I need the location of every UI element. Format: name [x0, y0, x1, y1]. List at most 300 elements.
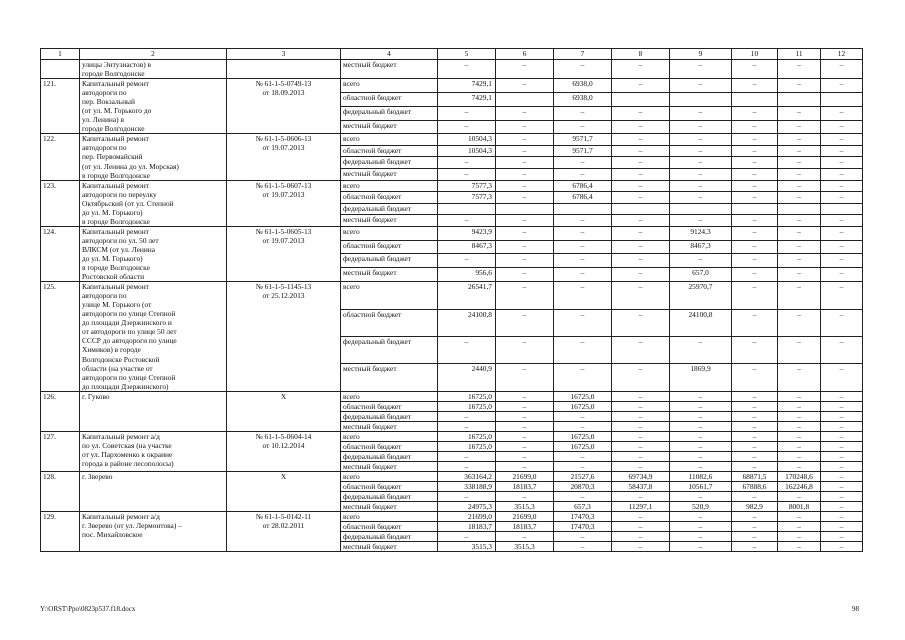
description-line: улице М. Горького (от [82, 300, 152, 310]
table-row [41, 472, 863, 482]
value-cell: – [732, 254, 778, 268]
value-cell: 21527,6 [554, 472, 612, 482]
table-row [41, 512, 863, 522]
value-cell: 9423,9 [438, 226, 496, 240]
value-cell: – [778, 441, 821, 451]
value-cell: – [438, 336, 496, 363]
budget-type: областной бюджет [341, 240, 438, 254]
value-cell [554, 203, 612, 215]
value-cell: – [778, 79, 821, 93]
col-header: 9 [670, 49, 732, 60]
description-line: Волгодонске Ростовской [82, 354, 160, 364]
value-cell: – [821, 226, 863, 240]
document-line: Х [280, 391, 287, 401]
value-cell [778, 203, 821, 215]
column-number-row [41, 49, 863, 60]
value-cell: 20870,3 [554, 482, 612, 492]
value-cell: 21699,0 [496, 512, 554, 522]
value-cell: – [554, 60, 612, 79]
value-cell: – [732, 60, 778, 79]
value-cell: – [554, 364, 612, 391]
budget-type: местный бюджет [341, 502, 438, 512]
row-number: 127. [41, 431, 80, 471]
value-cell: – [496, 431, 554, 441]
table-row [41, 79, 863, 93]
document-line: от 18.09.2013 [262, 88, 305, 98]
value-cell: – [554, 411, 612, 421]
value-cell: 2440,9 [438, 364, 496, 391]
value-cell: 58437,8 [612, 482, 670, 492]
value-cell: – [612, 240, 670, 254]
value-cell: 25970,7 [670, 282, 732, 309]
value-cell: – [778, 180, 821, 192]
value-cell: – [496, 215, 554, 227]
value-cell: – [778, 240, 821, 254]
value-cell: – [821, 431, 863, 441]
budget-type: всего [341, 512, 438, 522]
value-cell: 26541,7 [438, 282, 496, 309]
table-row [41, 134, 863, 146]
value-cell: – [732, 451, 778, 461]
document-reference [227, 134, 341, 180]
object-description [80, 512, 227, 552]
value-cell: – [778, 421, 821, 431]
value-cell: – [732, 421, 778, 431]
value-cell [821, 92, 863, 106]
value-cell: – [554, 282, 612, 309]
value-cell: – [554, 268, 612, 282]
value-cell: – [670, 106, 732, 120]
col-header: 1 [41, 49, 80, 60]
description-line: от ул. Пархоменко к окраине [82, 449, 173, 459]
value-cell: – [778, 157, 821, 169]
value-cell: – [670, 401, 732, 411]
value-cell: – [778, 532, 821, 542]
value-cell: – [732, 79, 778, 93]
value-cell: – [821, 268, 863, 282]
value-cell: – [821, 79, 863, 93]
value-cell: – [778, 309, 821, 336]
value-cell [670, 203, 732, 215]
col-header: 5 [438, 49, 496, 60]
value-cell: – [496, 451, 554, 461]
value-cell: – [496, 462, 554, 472]
budget-type: местный бюджет [341, 60, 438, 79]
value-cell: 67888,6 [732, 482, 778, 492]
value-cell: 3515,3 [496, 542, 554, 552]
value-cell: – [438, 451, 496, 461]
object-description [80, 282, 227, 392]
row-number: 125. [41, 282, 80, 392]
file-path-footer: Y:\ORST\Ppo\0823p537.f18.docx [40, 605, 136, 613]
document-line: Х [280, 472, 287, 482]
description-line: автодороги по [82, 88, 127, 98]
description-line: ул. Ленина) в [82, 115, 124, 125]
budget-type: областной бюджет [341, 441, 438, 451]
value-cell: – [821, 106, 863, 120]
budget-type: областной бюджет [341, 145, 438, 157]
value-cell [732, 92, 778, 106]
value-cell: – [496, 192, 554, 204]
value-cell: – [670, 522, 732, 532]
budget-type: местный бюджет [341, 542, 438, 552]
value-cell: 16725,0 [554, 431, 612, 441]
value-cell: 11082,6 [670, 472, 732, 482]
value-cell: – [732, 120, 778, 134]
value-cell: 16725,0 [554, 401, 612, 411]
value-cell: – [732, 401, 778, 411]
document-reference [227, 60, 341, 79]
value-cell: – [778, 542, 821, 552]
value-cell: – [554, 157, 612, 169]
document-reference [227, 180, 341, 226]
value-cell: – [496, 226, 554, 240]
value-cell: 657,3 [554, 502, 612, 512]
value-cell: – [670, 532, 732, 542]
budget-type: областной бюджет [341, 482, 438, 492]
row-number: 128. [41, 472, 80, 512]
value-cell: – [554, 532, 612, 542]
table-row [41, 282, 863, 309]
value-cell: – [496, 268, 554, 282]
value-cell: – [670, 421, 732, 431]
document-reference [227, 226, 341, 281]
value-cell: – [612, 268, 670, 282]
value-cell: – [612, 120, 670, 134]
value-cell: – [554, 106, 612, 120]
value-cell: – [670, 254, 732, 268]
value-cell: – [612, 282, 670, 309]
value-cell: – [612, 364, 670, 391]
value-cell: – [778, 492, 821, 502]
value-cell: – [778, 431, 821, 441]
document-reference [227, 431, 341, 471]
value-cell: 8467,3 [438, 240, 496, 254]
value-cell: – [496, 391, 554, 401]
budget-type: местный бюджет [341, 268, 438, 282]
document-reference [227, 472, 341, 512]
value-cell: 16725,0 [438, 431, 496, 441]
value-cell: – [821, 240, 863, 254]
description-line: Капитальный ремонт а/д [82, 431, 160, 441]
document-line: № 61-1-5-0607-13 [255, 180, 312, 190]
value-cell: – [821, 441, 863, 451]
value-cell: – [821, 522, 863, 532]
value-cell: 982,9 [732, 502, 778, 512]
value-cell: – [821, 502, 863, 512]
value-cell: – [821, 282, 863, 309]
value-cell: 1869,9 [670, 364, 732, 391]
budget-type: всего [341, 180, 438, 192]
value-cell: – [778, 364, 821, 391]
value-cell: – [612, 254, 670, 268]
value-cell: – [670, 451, 732, 461]
value-cell: – [821, 451, 863, 461]
value-cell: – [778, 391, 821, 401]
budget-type: всего [341, 226, 438, 240]
value-cell: 338188,9 [438, 482, 496, 492]
value-cell: – [821, 145, 863, 157]
value-cell: – [612, 336, 670, 363]
budget-type: федеральный бюджет [341, 157, 438, 169]
value-cell: – [778, 60, 821, 79]
value-cell: – [612, 309, 670, 336]
value-cell: – [732, 145, 778, 157]
value-cell: – [732, 309, 778, 336]
value-cell: – [612, 421, 670, 431]
value-cell: – [778, 268, 821, 282]
value-cell: – [778, 120, 821, 134]
value-cell: – [496, 240, 554, 254]
value-cell: – [821, 542, 863, 552]
value-cell: – [554, 421, 612, 431]
budget-type: местный бюджет [341, 462, 438, 472]
value-cell: – [778, 169, 821, 181]
document-line: № 61-1-5-1145-13 [255, 282, 312, 292]
value-cell: – [496, 120, 554, 134]
value-cell: – [778, 192, 821, 204]
value-cell: – [496, 180, 554, 192]
description-line: Капитальный ремонт [82, 282, 149, 292]
value-cell: – [821, 215, 863, 227]
value-cell: – [670, 134, 732, 146]
value-cell: – [612, 60, 670, 79]
value-cell: – [438, 411, 496, 421]
row-number [41, 60, 80, 79]
value-cell: 8001,8 [778, 502, 821, 512]
budget-type: федеральный бюджет [341, 492, 438, 502]
value-cell: – [778, 401, 821, 411]
col-header: 11 [778, 49, 821, 60]
value-cell: 363164,2 [438, 472, 496, 482]
value-cell: 16725,0 [554, 391, 612, 401]
description-line: пос. Михайловское [82, 530, 143, 540]
value-cell: – [778, 226, 821, 240]
object-description [80, 472, 227, 512]
document-line: № 61-1-5-0749-13 [255, 79, 312, 89]
value-cell: – [778, 215, 821, 227]
value-cell: 657,0 [670, 268, 732, 282]
value-cell: – [778, 462, 821, 472]
value-cell: – [496, 169, 554, 181]
budget-type: областной бюджет [341, 309, 438, 336]
value-cell: – [732, 240, 778, 254]
value-cell [496, 92, 554, 106]
description-line: Октябрьский (от ул. Степной [82, 198, 174, 208]
description-line: области (на участке от [82, 363, 153, 373]
value-cell: 7577,3 [438, 180, 496, 192]
value-cell: 3515,3 [438, 542, 496, 552]
value-cell: – [778, 512, 821, 522]
value-cell: – [496, 134, 554, 146]
document-line: № 61-1-5-0604-14 [255, 431, 312, 441]
description-line: автодороги по [82, 291, 127, 301]
object-description [80, 180, 227, 226]
description-line: от автодороги по улице 50 лет [82, 327, 177, 337]
description-line: до площади Дзержинского) [82, 381, 169, 391]
value-cell: 24100,8 [438, 309, 496, 336]
document-line: от 19.07.2013 [262, 189, 305, 199]
value-cell: – [670, 542, 732, 552]
value-cell [732, 203, 778, 215]
value-cell: 10561,7 [670, 482, 732, 492]
value-cell: – [778, 522, 821, 532]
value-cell: – [438, 254, 496, 268]
description-line: в городе Волгодонске [82, 216, 150, 226]
value-cell: – [496, 336, 554, 363]
value-cell: – [670, 411, 732, 421]
value-cell [778, 92, 821, 106]
value-cell: – [554, 451, 612, 461]
budget-type: местный бюджет [341, 169, 438, 181]
value-cell: – [554, 492, 612, 502]
value-cell: – [438, 462, 496, 472]
description-line: (от ул. М. Горького до [82, 106, 152, 116]
row-number: 129. [41, 512, 80, 552]
col-header: 10 [732, 49, 778, 60]
value-cell: – [821, 364, 863, 391]
description-line: пер. Вокзальный [82, 97, 135, 107]
value-cell: – [612, 226, 670, 240]
value-cell: – [554, 309, 612, 336]
value-cell: – [612, 522, 670, 532]
value-cell: 162246,8 [778, 482, 821, 492]
value-cell: 18183,7 [496, 522, 554, 532]
col-header: 8 [612, 49, 670, 60]
description-line: г. Гуково [82, 391, 110, 401]
value-cell: – [670, 441, 732, 451]
value-cell: – [554, 462, 612, 472]
value-cell: 6786,4 [554, 180, 612, 192]
value-cell: – [496, 106, 554, 120]
value-cell [496, 203, 554, 215]
table-row [41, 391, 863, 401]
value-cell: – [732, 411, 778, 421]
value-cell: – [732, 364, 778, 391]
value-cell: – [670, 336, 732, 363]
object-description [80, 60, 227, 79]
value-cell: 8467,3 [670, 240, 732, 254]
value-cell: – [438, 157, 496, 169]
value-cell: 10504,3 [438, 145, 496, 157]
value-cell: – [821, 391, 863, 401]
value-cell: – [496, 364, 554, 391]
value-cell: – [438, 492, 496, 502]
value-cell: – [438, 215, 496, 227]
value-cell: – [438, 106, 496, 120]
value-cell: – [496, 309, 554, 336]
value-cell: – [670, 462, 732, 472]
value-cell: 68871,5 [732, 472, 778, 482]
value-cell: 18183,7 [438, 522, 496, 532]
object-description [80, 79, 227, 134]
value-cell: – [496, 421, 554, 431]
value-cell: – [496, 532, 554, 542]
value-cell: – [821, 60, 863, 79]
value-cell: – [496, 79, 554, 93]
value-cell: – [670, 120, 732, 134]
table-row [41, 431, 863, 441]
row-number: 124. [41, 226, 80, 281]
document-line: от 25.12.2013 [262, 291, 305, 301]
value-cell: 10504,3 [438, 134, 496, 146]
budget-type: всего [341, 472, 438, 482]
value-cell: – [732, 282, 778, 309]
value-cell: – [612, 180, 670, 192]
value-cell: – [732, 462, 778, 472]
value-cell: – [732, 492, 778, 502]
description-line: Капитальный ремонт [82, 226, 149, 236]
value-cell: – [732, 542, 778, 552]
budget-type: всего [341, 431, 438, 441]
value-cell: – [778, 411, 821, 421]
value-cell: 6938,0 [554, 92, 612, 106]
value-cell: – [821, 532, 863, 542]
value-cell: – [612, 215, 670, 227]
value-cell [612, 92, 670, 106]
value-cell: – [732, 512, 778, 522]
document-line: от 19.07.2013 [262, 143, 305, 153]
value-cell: – [821, 482, 863, 492]
value-cell: 520,9 [670, 502, 732, 512]
value-cell: – [612, 391, 670, 401]
value-cell: – [554, 215, 612, 227]
continuation-row [41, 60, 863, 79]
description-line: ВЛКСМ (от ул. Ленина [82, 244, 156, 254]
value-cell: 24100,8 [670, 309, 732, 336]
value-cell: – [438, 169, 496, 181]
value-cell: – [778, 134, 821, 146]
value-cell: – [732, 391, 778, 401]
col-header: 4 [341, 49, 438, 60]
description-line: пер. Первомайский [82, 152, 143, 162]
budget-type: областной бюджет [341, 401, 438, 411]
value-cell: – [732, 106, 778, 120]
value-cell: – [732, 522, 778, 532]
value-cell: – [670, 60, 732, 79]
object-description [80, 431, 227, 471]
document-line: № 61-1-5-0142-11 [255, 512, 312, 522]
document-line: от 10.12.2014 [262, 440, 305, 450]
value-cell: – [732, 215, 778, 227]
row-number: 123. [41, 180, 80, 226]
value-cell: – [554, 336, 612, 363]
description-line: городе Волгодонске [82, 124, 145, 134]
description-line: автодороги по улице Степной [82, 372, 176, 382]
description-line: Капитальный ремонт а/д [82, 512, 160, 522]
value-cell: – [778, 336, 821, 363]
value-cell: – [612, 106, 670, 120]
value-cell: – [612, 145, 670, 157]
value-cell: – [670, 157, 732, 169]
value-cell: 16725,0 [438, 401, 496, 411]
budget-type: областной бюджет [341, 92, 438, 106]
value-cell: – [554, 226, 612, 240]
description-line: до ул. М. Горького) [82, 253, 143, 263]
description-line: Капитальный ремонт [82, 180, 149, 190]
value-cell: – [732, 431, 778, 441]
value-cell: 21699,0 [496, 472, 554, 482]
budget-type: местный бюджет [341, 120, 438, 134]
description-line: СССР до автодороги по улице [82, 336, 177, 346]
value-cell: 17470,3 [554, 512, 612, 522]
value-cell: 6938,0 [554, 79, 612, 93]
value-cell: – [821, 157, 863, 169]
value-cell: – [821, 309, 863, 336]
value-cell: – [821, 472, 863, 482]
description-line: в городе Волгодонске [82, 170, 150, 180]
value-cell: – [670, 192, 732, 204]
